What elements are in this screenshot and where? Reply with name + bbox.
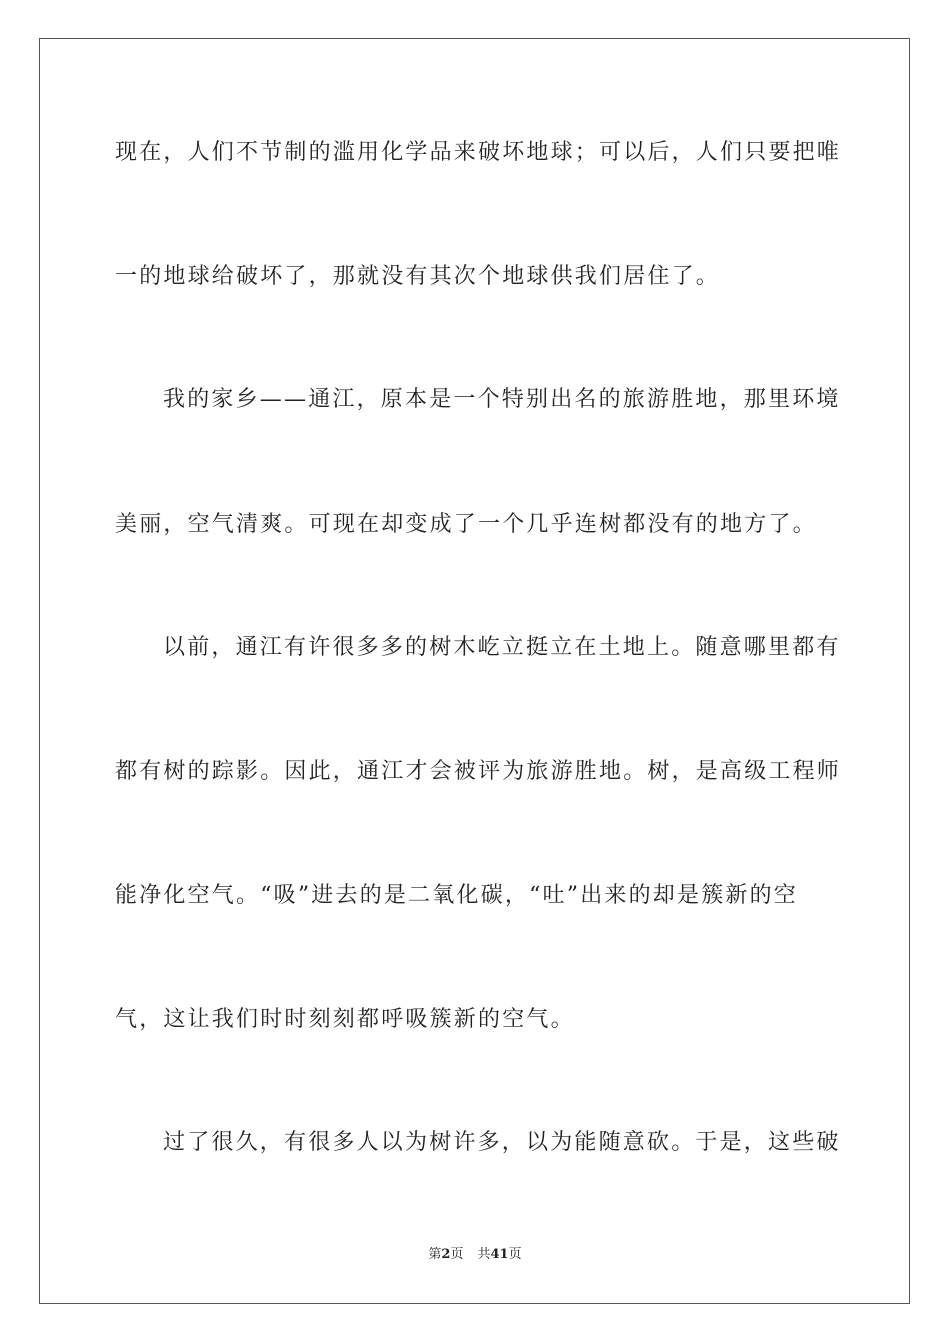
footer-page-number: 2 bbox=[441, 1247, 451, 1262]
footer-page-prefix: 第 bbox=[428, 1247, 442, 1262]
page-border bbox=[39, 38, 910, 1304]
body-text-line-6: 都有树的踪影。因此，通江才会被评为旅游胜地。树，是高级工程师 bbox=[115, 759, 842, 784]
body-text-line-9: 过了很久，有很多人以为树许多，以为能随意砍。于是，这些破 bbox=[163, 1130, 841, 1155]
body-text-line-8: 气，这让我们时时刻刻都呼吸簇新的空气。 bbox=[115, 1007, 575, 1032]
footer-total-prefix: 共 bbox=[477, 1247, 491, 1262]
body-text-line-1: 现在，人们不节制的滥用化学品来破坏地球；可以后，人们只要把唯 bbox=[115, 140, 842, 165]
body-text-line-2: 一的地球给破坏了，那就没有其次个地球供我们居住了。 bbox=[115, 264, 721, 289]
body-text-line-5: 以前，通江有许很多多的树木屹立挺立在土地上。随意哪里都有 bbox=[163, 635, 841, 660]
body-text-line-4: 美丽，空气清爽。可现在却变成了一个几乎连树都没有的地方了。 bbox=[115, 512, 817, 537]
footer-total-pages: 41 bbox=[490, 1247, 509, 1262]
body-text-line-3: 我的家乡——通江，原本是一个特别出名的旅游胜地，那里环境 bbox=[163, 387, 841, 412]
body-text-line-7: 能净化空气。“吸”进去的是二氧化碳，“吐”出来的却是簇新的空 bbox=[115, 883, 798, 908]
page-footer bbox=[0, 1246, 950, 1264]
footer-total-suffix: 页 bbox=[508, 1247, 522, 1262]
footer-page-suffix: 页 bbox=[450, 1247, 464, 1262]
